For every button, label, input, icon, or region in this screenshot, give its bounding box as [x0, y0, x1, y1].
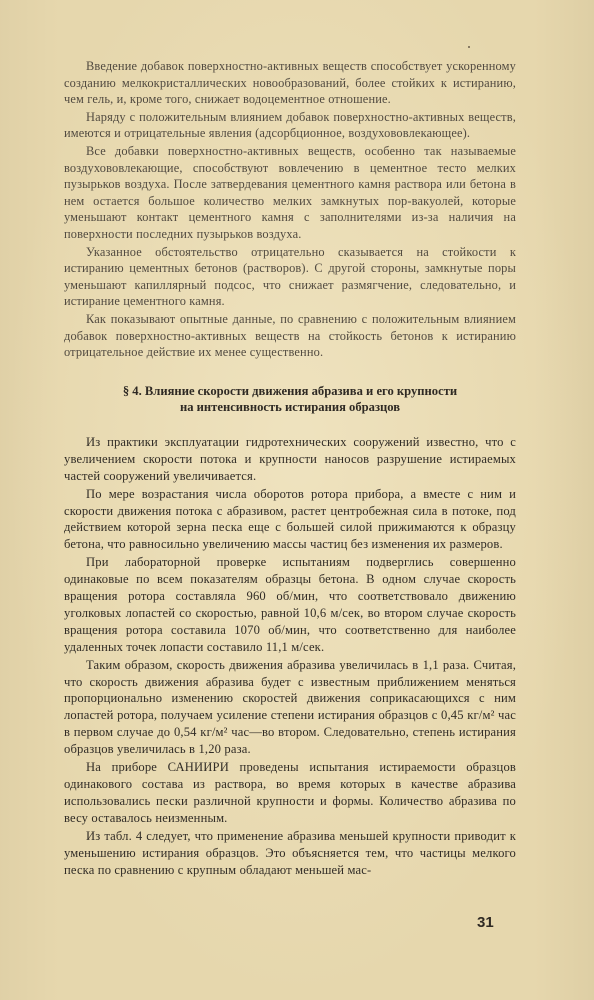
paragraph: Введение добавок поверхностно-активных веществ способствует ускоренному созданию мелкокристаллических новообразований, более стойких к истиранию, чем гель, и, кроме того, снижает водоцементное отношение. [64, 59, 516, 107]
page-number: 31 [477, 914, 494, 931]
paragraph: На приборе САНИИРИ проведены испытания истираемости образцов одинакового состава из раствора, во время которых в качестве абразива использовались пески различной крупности и формы. Количество абразива по весу оставалось неизменным. [64, 760, 516, 825]
paragraph: Все добавки поверхностно-активных веществ, особенно так называемые воздухововлекающие, способствуют вовлечению в цементное тесто мелких пузырьков воздуха. После затвердевания цементного камня раствора или бетона в нем остается большое количество мелких замкнутых пор-вакуолей, которые уменьшают контакт цементного камня с заполнителями из-за наличия на поверхности последних пузырьков воздуха. [64, 143, 516, 241]
paragraph: Из табл. 4 следует, что применение абразива меньшей крупности приводит к уменьшению истирания образцов. Это объясняется тем, что частицы мелкого песка по сравнению с крупным обладают меньшей мас- [64, 828, 516, 877]
paragraph: При лабораторной проверке испытаниям подверглись совершенно одинаковые по всем показателям образцы бетона. В одном случае скорость вращения ротора составляла 960 об/мин, что соответствовало движению уголковых лопастей со скоростью, равной 10,6 м/сек, во втором случае скорость вращения ротора составила 1070 об/мин, что соответственно для наиболее удаленных точек лопасти составило 11,1 м/сек. [64, 555, 516, 654]
print-speck [468, 46, 470, 48]
section-one [64, 58, 516, 361]
section-heading [64, 383, 516, 416]
paragraph: Указанное обстоятельство отрицательно сказывается на стойкости к истиранию цементных бетонов (растворов). С другой стороны, замкнутые поры уменьшают капиллярный подсос, что снижает размягчение, следовательно, и истирание цементного камня. [64, 244, 516, 309]
paragraph: Из практики эксплуатации гидротехнических сооружений известно, что с увеличением скорости потока и крупности наносов разрушение истираемых частей сооружений увеличивается. [64, 434, 516, 483]
section-heading-line: на интенсивность истирания образцов [179, 400, 401, 415]
paragraph: Таким образом, скорость движения абразива увеличилась в 1,1 раза. Считая, что скорость движения абразива будет с известным приближением меняться пропорционально изменению скоростей движения соприкасающихся с ним лопастей ротора, получаем усиление степени истирания образцов с 0,45 кг/м² час в первом случае до 0,54 кг/м² час—во втором. Следовательно, степень истирания образцов увеличилась в 1,20 раза. [64, 657, 516, 757]
paragraph: Как показывают опытные данные, по сравнению с положительным влиянием добавок поверхностно-активных веществ на стойкость бетонов к истиранию отрицательное действие их менее существенно. [64, 311, 516, 360]
section-heading-line: § 4. Влияние скорости движения абразива и его крупности [122, 383, 458, 398]
section-two [64, 434, 516, 879]
paragraph: Наряду с положительным влиянием добавок поверхностно-активных веществ, имеются и отрицательные явления (адсорбционное, воздухововлекающее). [64, 109, 516, 141]
paragraph: По мере возрастания числа оборотов ротора прибора, а вместе с ним и скорости движения потока с абразивом, растет центробежная сила в потоке, под действием которой зерна песка еще с большей силой прижимаются к образцу бетона, что равносильно увеличению массы частиц без изменения их размеров. [64, 486, 516, 552]
